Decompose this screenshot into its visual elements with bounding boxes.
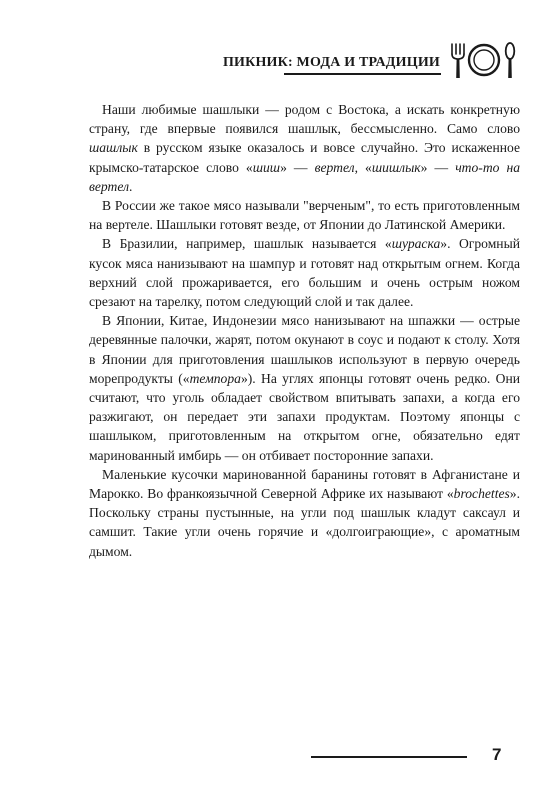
italic-term: шураска [391,236,441,252]
page-number: 7 [492,745,502,764]
fork-plate-spoon-icon [440,40,520,80]
italic-term: вертел [314,159,355,175]
italic-term: шиш [252,159,281,175]
text-run: Маленькие кусочки маринованной баранины готовят в Афганистане и Марокко. Во франкоязычной Северной Африке их называют « [89,466,520,502]
italic-term: темпора [189,370,241,386]
paragraph [89,465,520,561]
text-run: » — [280,159,315,175]
paragraph [89,196,520,234]
text-run: . [129,178,133,194]
paragraph [89,311,520,465]
italic-term: что-то на вертел [89,159,521,194]
text-run: , « [354,159,372,175]
text-run: в русском языке оказалось и вовсе случайно. Это искаженное крымско-татарское слово « [89,140,520,175]
paragraph [89,234,520,311]
text-run: »). На углях японцы готовят очень редко. Они считают, что уголь обладает свойством впитывать запахи, а когда его разжигают, он передает эти запахи продуктам. Поэтому японцы с шашлыком, приготовленным на открытом огне, обязательно едят маринованный имбирь — он отбивает посторонние запахи. [89,370,520,463]
text-run: » — [420,159,456,175]
italic-term: шишлык [371,159,421,175]
paragraph [89,100,520,196]
text-run: В Бразилии, например, шашлык называется « [102,236,392,252]
text-run: В России же такое мясо называли "верченым", то есть приготовленным на вертеле. Шашлыки готовят везде, от Японии до Латинской Америки. [89,198,520,233]
italic-term: шашлык [89,140,138,156]
header-rule [284,73,441,75]
article-body [89,100,520,561]
text-run: ». Огромный кусок мяса нанизывают на шампур и готовят над открытым огнем. Когда верхний слой прожаривается, его большим и очень острым ножом срезают на тарелку, потом следующий слой и так далее. [89,236,520,310]
text-run: ». Поскольку страны пустынные, на угли под шашлык кладут саксаул и самшит. Такие угли очень горячие и «долгоиграющие», с ароматным дымом. [89,486,520,559]
text-run: В Японии, Китае, Индонезии мясо нанизывают на шпажки — острые деревянные палочки, жарят, потом окунают в соус и подают к столу. Хотя в Японии для приготовления шашлыков используют в первую очередь морепродукты (« [89,313,520,386]
footer-rule [311,756,467,758]
text-run: Наши любимые шашлыки — родом с Востока, а искать конкретную страну, где впервые появился шашлык, бессмысленно. Само слово [89,102,520,137]
running-header [0,40,545,80]
section-title: ПИКНИК: МОДА И ТРАДИЦИИ [222,55,440,70]
italic-term: brochettes [453,486,510,502]
